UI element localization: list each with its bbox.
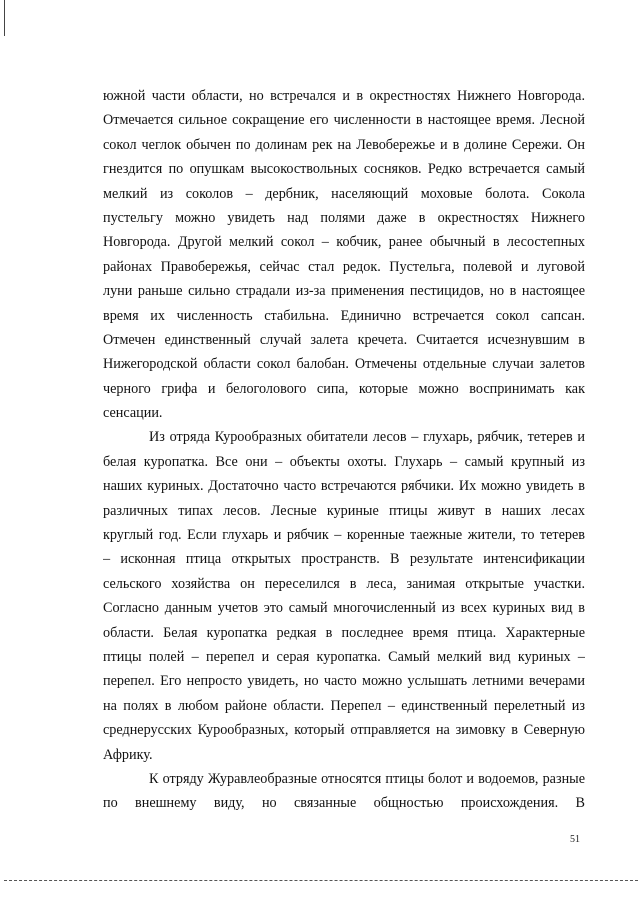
text-line: Согласно данным учетов это самый многочисленный из всех куриных вид в [103,600,585,617]
text-line: перепел. Его непросто увидеть, но часто можно услышать летними вечерами [103,673,585,690]
text-line: луни раньше сильно страдали из-за применения пестицидов, но в настоящее [103,283,585,300]
text-line: время их численность стабильна. Единично встречается сокол сапсан. [103,307,585,324]
text-line: на полях в любом районе области. Перепел – единственный перелетный из [103,697,585,714]
text-line: области. Белая куропатка редкая в последнее время птица. Характерные [103,624,585,641]
text-line: сельского хозяйства он переселился в леса, занимая открытые участки. [103,575,585,592]
text-line: пустельгу можно увидеть над полями даже в окрестностях Нижнего [103,209,585,226]
text-line: птицы полей – перепел и серая куропатка. Самый мелкий вид куриных – [103,648,585,665]
scan-margin-line [4,0,5,36]
text-line: южной части области, но встречался и в окрестностях Нижнего Новгорода. [103,88,585,104]
page-number: 51 [570,834,580,845]
text-line: К отряду Журавлеобразные относятся птицы болот и водоемов, разные [149,770,585,787]
text-line: Нижегородской области сокол балобан. Отмечены отдельные случаи залетов [103,356,585,373]
text-line: Отмечен единственный случай залета кречета. Считается исчезнувшим в [103,331,585,348]
text-line: Африку. [103,746,153,763]
text-line: по внешнему виду, но связанные общностью происхождения. В [103,795,585,812]
body-text [103,84,585,816]
text-line: белая куропатка. Все они – объекты охоты. Глухарь – самый крупный из [103,453,585,470]
text-line: сенсации. [103,405,163,422]
text-line: наших куриных. Достаточно часто встречаются рябчики. Их можно увидеть в [103,478,585,495]
text-line: районах Правобережья, сейчас стал редок. Пустельга, полевой и луговой [103,258,585,275]
scan-bottom-rule [4,880,638,881]
text-line: черного грифа и белоголового сипа, которые можно воспринимать как [103,380,585,397]
text-line: мелкий из соколов – дербник, населяющий моховые болота. Сокола [103,185,585,202]
text-line: среднерусских Курообразных, который отправляется на зимовку в Северную [103,722,585,739]
text-line: круглый год. Если глухарь и рябчик – коренные таежные жители, то тетерев [103,527,585,544]
text-line: сокол чеглок обычен по долинам рек на Левобережье и в долине Сережи. Он [103,136,585,153]
text-line: Новгорода. Другой мелкий сокол – кобчик, ранее обычный в лесостепных [103,234,585,251]
text-line: Отмечается сильное сокращение его численности в настоящее время. Лесной [103,112,585,129]
text-line: различных типах лесов. Лесные куриные птицы живут в наших лесах [103,502,585,519]
text-line: – исконная птица открытых пространств. В результате интенсификации [103,551,585,568]
text-line: Из отряда Курообразных обитатели лесов – глухарь, рябчик, тетерев и [149,429,585,446]
text-line: гнездится по опушкам высокоствольных сосняков. Редко встречается самый [103,161,585,178]
